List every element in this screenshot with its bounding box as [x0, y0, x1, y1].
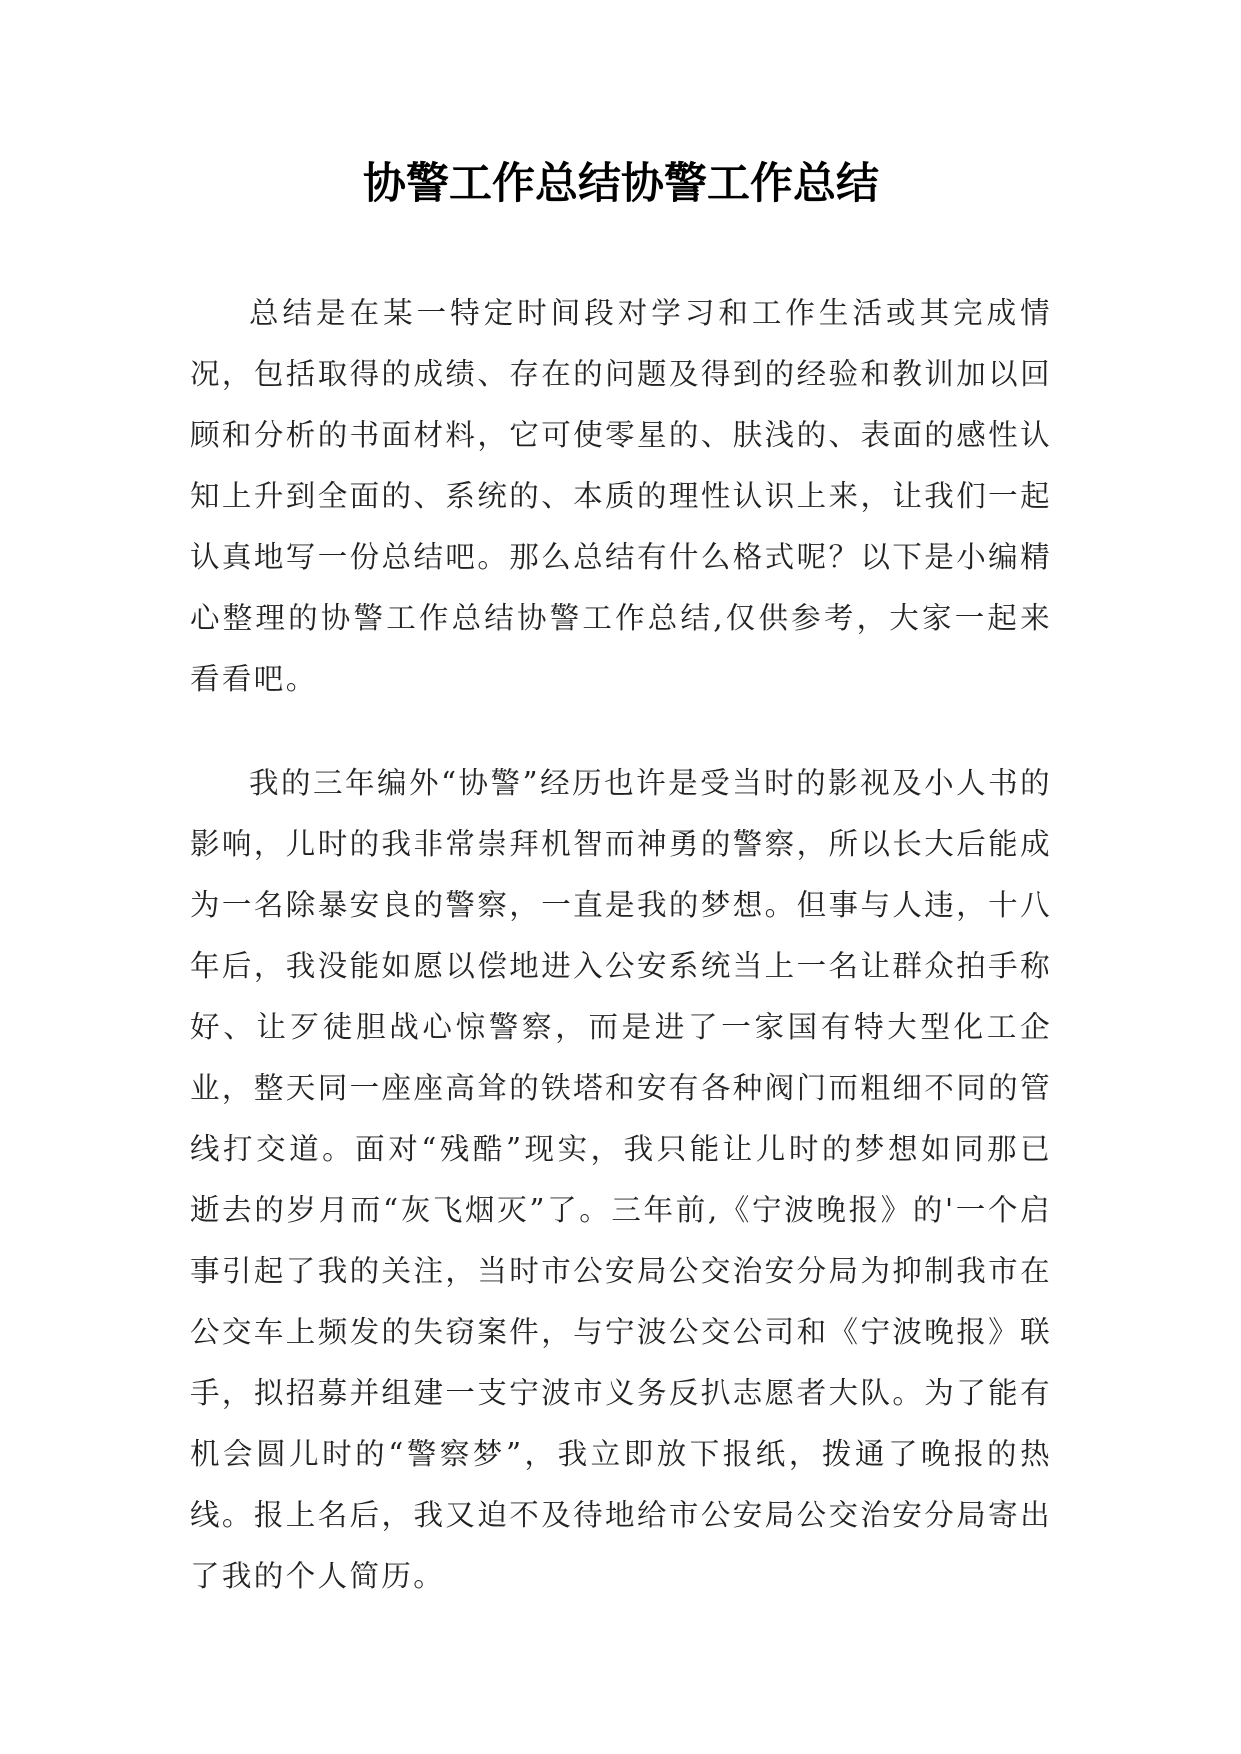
paragraph-intro: 总结是在某一特定时间段对学习和工作生活或其完成情况，包括取得的成绩、存在的问题及得到的经验和教训加以回顾和分析的书面材料，它可使零星的、肤浅的、表面的感性认知上升到全面的、系统的、本质的理性认识上来，让我们一起认真地写一份总结吧。那么总结有什么格式呢？以下是小编精心整理的协警工作总结协警工作总结,仅供参考，大家一起来看看吧。 [190, 296, 1052, 696]
document-title: 协警工作总结协警工作总结 [363, 159, 879, 209]
paragraph-experience: 我的三年编外“协警”经历也许是受当时的影视及小人书的影响，儿时的我非常崇拜机智而神勇的警察，所以长大后能成为一名除暴安良的警察，一直是我的梦想。但事与人违，十八年后，我没能如愿以偿地进入公安系统当上一名让群众拍手称好、让歹徒胆战心惊警察，而是进了一家国有特大型化工企业，整天同一座座高耸的铁塔和安有各种阀门而粗细不同的管线打交道。面对“残酷”现实，我只能让儿时的梦想如同那已逝去的岁月而“灰飞烟灭”了。三年前,《宁波晚报》的'一个启事引起了我的关注，当时市公安局公交治安分局为抑制我市在公交车上频发的失窃案件，与宁波公交公司和《宁波晚报》联手，拟招募并组建一支宁波市义务反扒志愿者大队。为了能有机会圆儿时的“警察梦”，我立即放下报纸，拨通了晚报的热线。报上名后，我又迫不及待地给市公安局公交治安分局寄出了我的个人简历。 [190, 766, 1052, 1593]
